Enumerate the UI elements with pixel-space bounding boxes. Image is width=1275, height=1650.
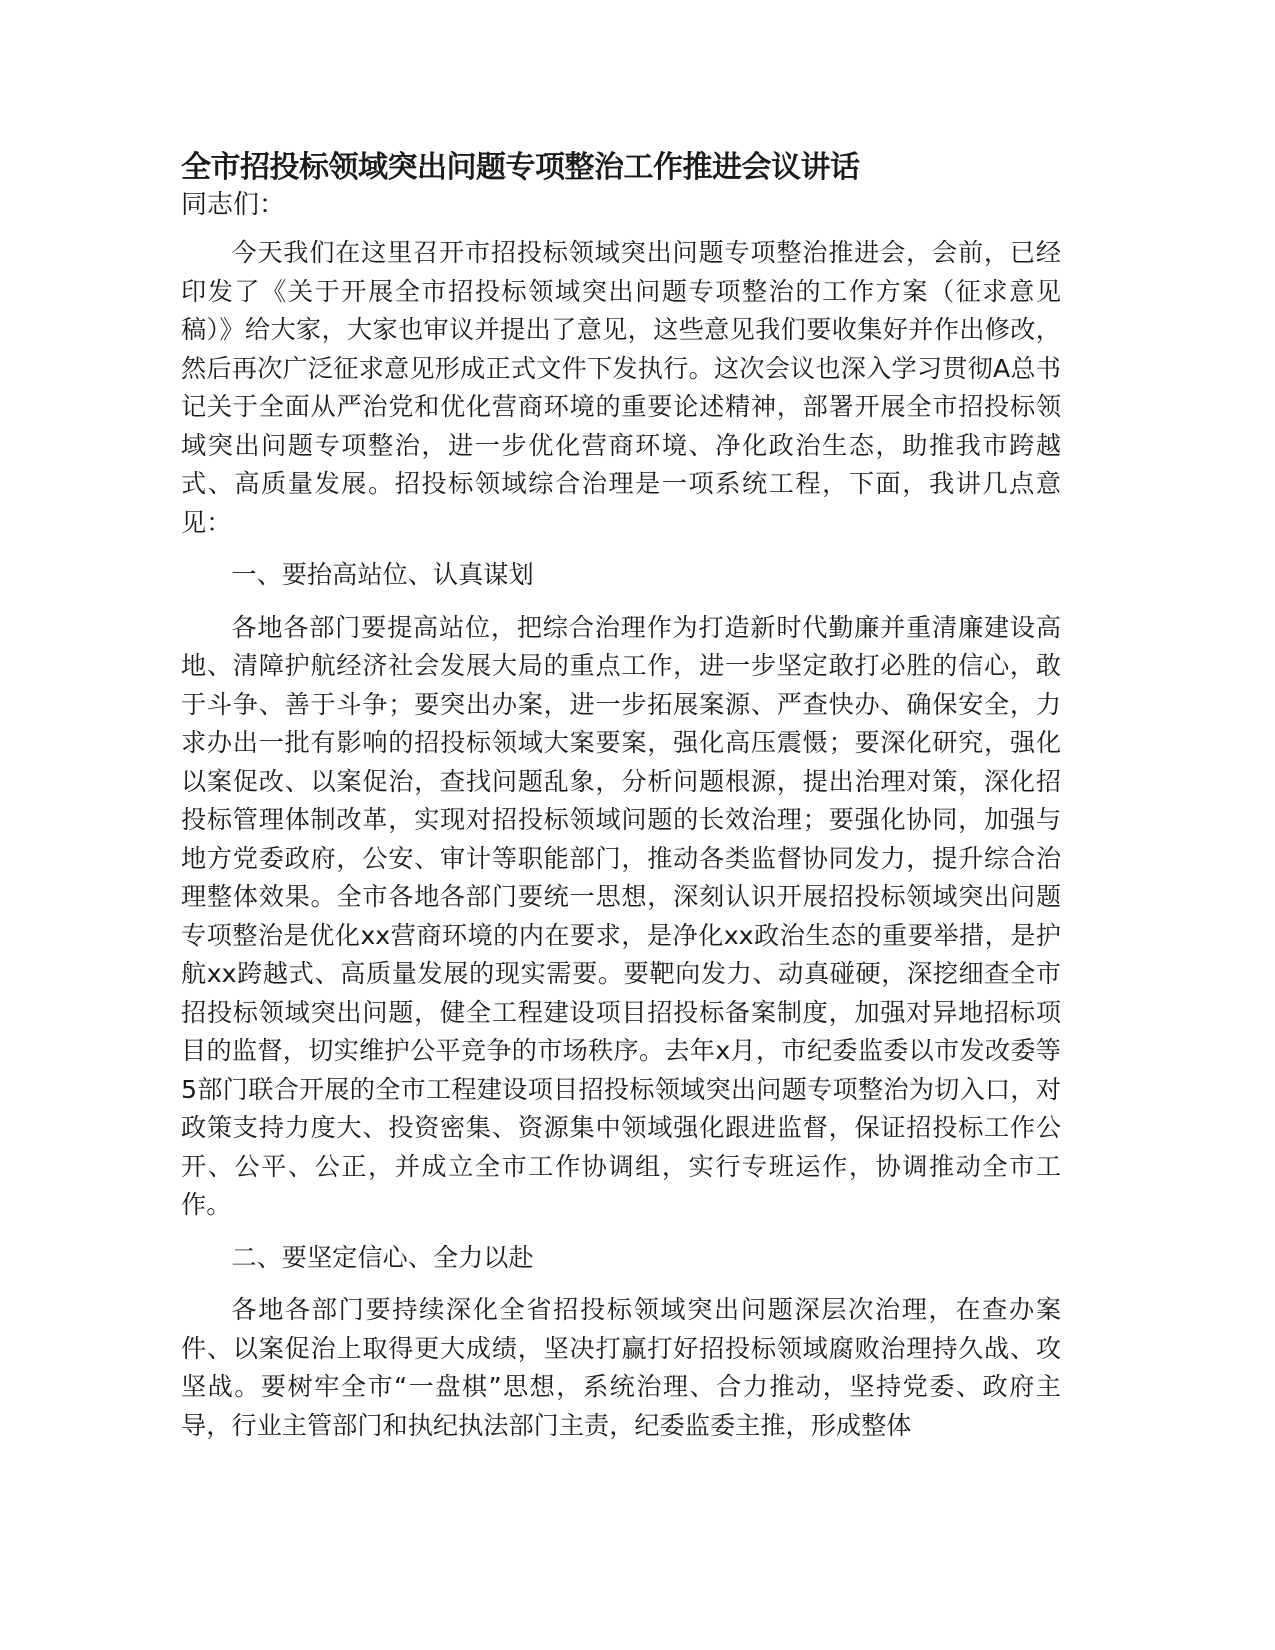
- document-title: 全市招投标领域突出问题专项整治工作推进会议讲话: [181, 150, 860, 185]
- section-heading-2: 二、要坚定信心、全力以赴: [231, 1242, 534, 1272]
- document-page: [181, 148, 1061, 1459]
- section-2-paragraph: 各地各部门要持续深化全省招投标领域突出问题深层次治理，在查办案件、以案促治上取得更大成绩，坚决打赢打好招投标领域腐败治理持久战、攻坚战。要树牢全市“一盘棋”思想，系统治理、合力推动，坚持党委、政府主导，行业主管部门和执纪执法部门主责，纪委监委主推，形成整体: [181, 1295, 1061, 1440]
- section-heading-1: 一、要抬高站位、认真谋划: [231, 560, 534, 589]
- intro-paragraph: 今天我们在这里召开市招投标领域突出问题专项整治推进会，会前，已经印发了《关于开展全市招投标领域突出问题专项整治的工作方案（征求意见稿）》给大家，大家也审议并提出了意见，这些意见我们要收集好并作出修改，然后再次广泛征求意见形成正式文件下发执行。这次会议也深入学习贯彻A总书记关于全面从严治党和优化营商环境的重要论述精神，部署开展全市招投标领域突出问题专项整治，进一步优化营商环境、净化政治生态，助推我市跨越式、高质量发展。招投标领域综合治理是一项系统工程，下面，我讲几点意见：: [181, 238, 1061, 537]
- salutation: 同志们：: [181, 190, 286, 220]
- section-1-paragraph: 各地各部门要提高站位，把综合治理作为打造新时代勤廉并重清廉建设高地、清障护航经济社会发展大局的重点工作，进一步坚定敢打必胜的信心，敢于斗争、善于斗争；要突出办案，进一步拓展案源、严查快办、确保安全，力求办出一批有影响的招投标领域大案要案，强化高压震慑；要深化研究，强化以案促改、以案促治，查找问题乱象，分析问题根源，提出治理对策，深化招投标管理体制改革，实现对招投标领域问题的长效治理；要强化协同，加强与地方党委政府，公安、审计等职能部门，推动各类监督协同发力，提升综合治理整体效果。全市各地各部门要统一思想，深刻认识开展招投标领域突出问题专项整治是优化xx营商环境的内在要求，是净化xx政治生态的重要举措，是护航xx跨越式、高质量发展的现实需要。要靶向发力、动真碰硬，深挖细查全市招投标领域突出问题，健全工程建设项目招投标备案制度，加强对异地招标项目的监督，切实维护公平竞争的市场秩序。去年x月，市纪委监委以市发改委等5部门联合开展的全市工程建设项目招投标领域突出问题专项整治为切入口，对政策支持力度大、投资密集、资源集中领域强化跟进监督，保证招投标工作公开、公平、公正，并成立全市工作协调组，实行专班运作，协调推动全市工作。: [181, 612, 1061, 1219]
